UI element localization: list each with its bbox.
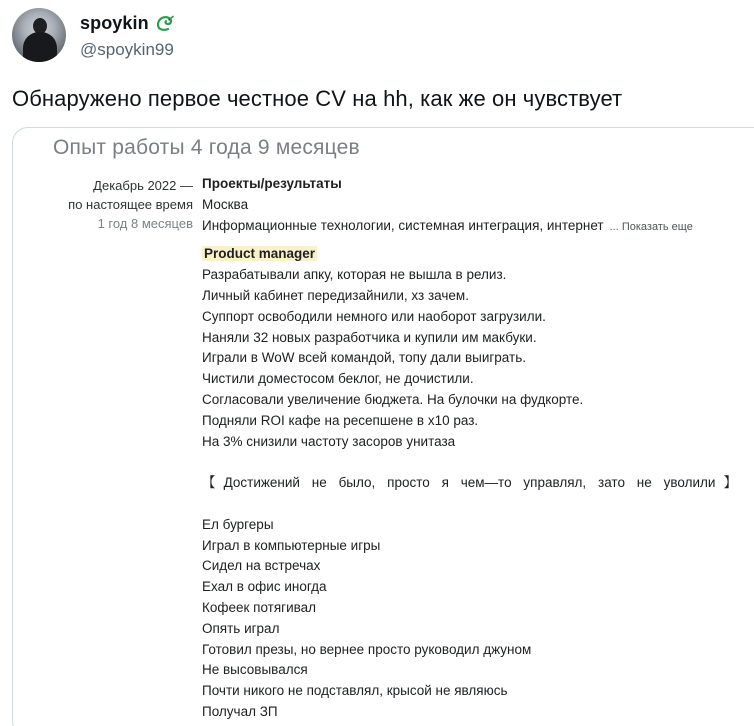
list-item: Чистили доместосом беклог, не дочистили. [202,371,474,387]
display-name-row [80,12,175,34]
list-item: Не высовывался [202,662,308,678]
author-name-block [80,12,175,60]
list-item: Подняли ROI кафе на ресепшене в x10 раз. [202,412,479,428]
industry: Информационные технологии, системная интеграция, интернет [202,217,604,233]
role-title: Product manager [204,246,316,262]
list-item: Играли в WoW всей командой, топу дали выиграть. [202,350,526,366]
achievements-note: 【Достижений не было, просто я чем—то управлял, зато не уволили】 [202,475,737,491]
list-item: Ехал в офис иногда [202,579,327,595]
period-end: по настоящее время [68,197,193,212]
list-item: Кофеек потягивал [202,599,317,615]
tweet-header [12,8,742,64]
avatar-figure-body [23,32,57,62]
green-dragon-icon [155,13,175,33]
list-item: Согласовали увеличение бюджета. На булочки на фудкорте. [202,391,584,407]
duties-list [202,515,754,723]
list-item: Разрабатывали апку, которая не вышла в релиз. [202,267,507,283]
avatar[interactable] [12,8,66,62]
tweet-image-card[interactable] [12,127,754,726]
list-item: Готовил презы, но вернее просто руководил джуном [202,641,532,657]
list-item: Наняли 32 новых разработчика и купили им макбуки. [202,329,537,345]
list-item: Играл в компьютерные игры [202,537,381,553]
show-more-link[interactable]: ... Показать еще [609,220,693,233]
period-start: Декабрь 2022 — [93,178,193,193]
period-duration: 1 год 8 месяцев [97,216,193,231]
spacer [202,452,754,473]
results-list [202,265,754,452]
list-item: Личный кабинет передизайнили, хз зачем. [202,287,469,303]
list-item: Суппорт освободили немного или наоборот загрузили. [202,308,546,324]
cv-period [53,176,193,233]
list-item: Получал ЗП [202,703,278,719]
list-item: Опять играл [202,620,280,636]
handle[interactable]: @spoykin99 [80,40,174,59]
section-heading: Проекты/результаты [202,176,342,191]
list-item: Сидел на встречах [202,558,321,574]
city: Москва [202,196,249,212]
industry-row [202,216,754,237]
cv-details [202,174,754,723]
display-name[interactable]: spoykin [80,12,149,33]
spacer [202,494,754,515]
list-item: На 3% снизили частоту засоров унитаза [202,433,456,449]
cv-experience-title: Опыт работы 4 года 9 месяцев [53,136,360,159]
tweet-text: Обнаружено первое честное CV на hh, как же он чувствует [12,86,623,111]
list-item: Почти никого не подставлял, крысой не являюсь [202,683,508,699]
role-line [202,244,754,265]
list-item: Ел бургеры [202,516,274,532]
